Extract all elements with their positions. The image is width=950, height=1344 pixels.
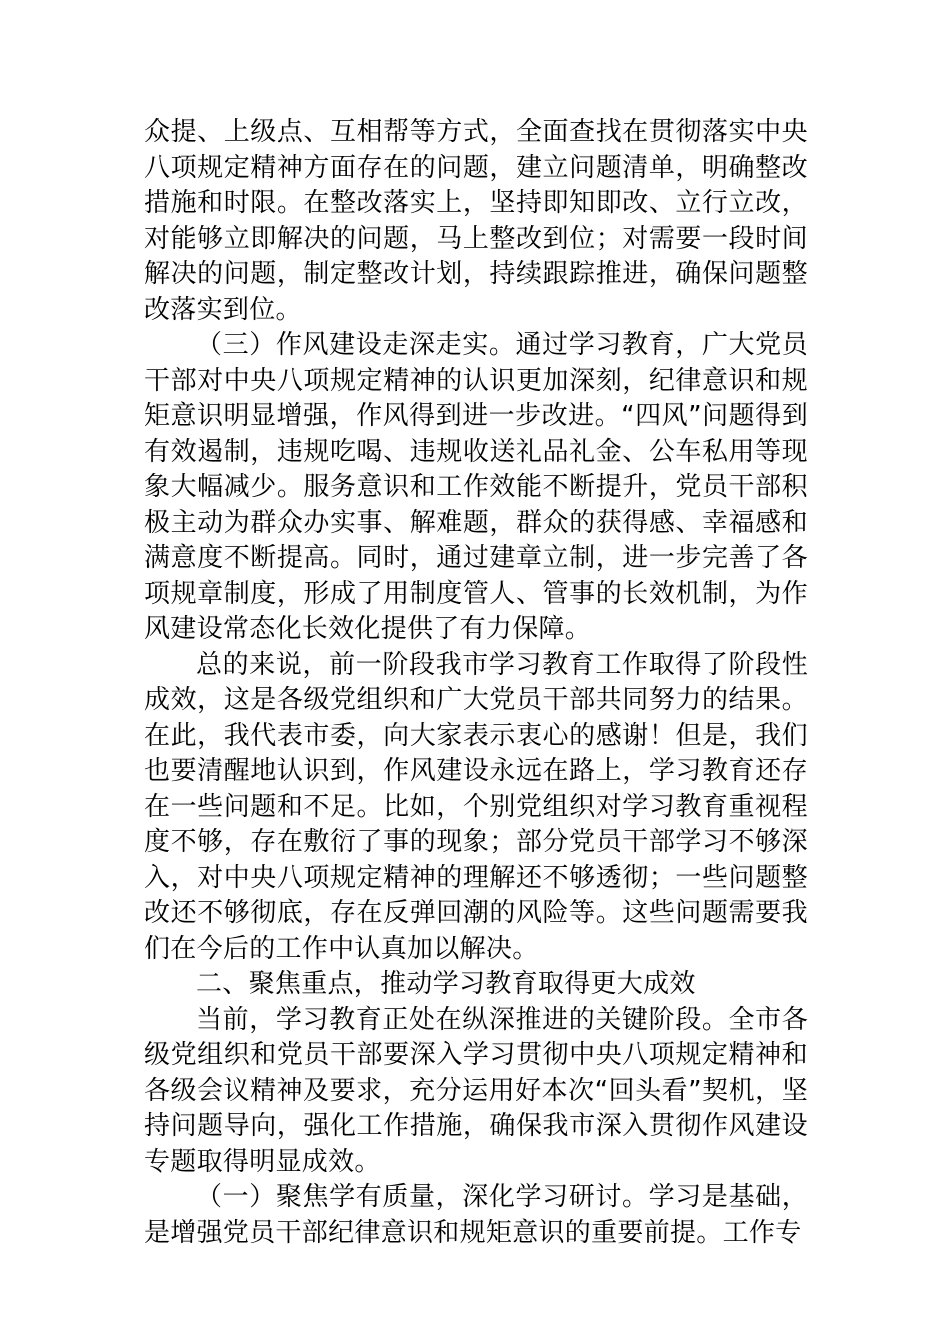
- paragraph-study-quality: （一）聚焦学有质量，深化学习研讨。学习是基础，是增强党员干部纪律意识和规矩意识的重要前提。工作专: [144, 1182, 808, 1248]
- section-heading: 二、聚焦重点，推动学习教育取得更大成效: [196, 969, 696, 999]
- document-page: [144, 115, 808, 1251]
- paragraph-summary: 总的来说，前一阶段我市学习教育工作取得了阶段性成效，这是各级党组织和广大党员干部共同努力的结果。在此，我代表市委，向大家表示衷心的感谢！但是，我们也要清醒地认识到，作风建设永远在路上，学习教育还存在一些问题和不足。比如，个别党组织对学习教育重视程度不够，存在敷衍了事的现象；部分党员干部学习不够深入，对中央八项规定精神的理解还不够透彻；一些问题整改还不够彻底，存在反弹回潮的风险等。这些问题需要我们在今后的工作中认真加以解决。: [144, 649, 808, 964]
- paragraph-style-building: （三）作风建设走深走实。通过学习教育，广大党员干部对中央八项规定精神的认识更加深刻，纪律意识和规矩意识明显增强，作风得到进一步改进。“四风”问题得到有效遏制，违规吃喝、违规收送礼品礼金、公车私用等现象大幅减少。服务意识和工作效能不断提升，党员干部积极主动为群众办实事、解难题，群众的获得感、幸福感和满意度不断提高。同时，通过建章立制，进一步完善了各项规章制度，形成了用制度管人、管事的长效机制，为作风建设常态化长效化提供了有力保障。: [144, 330, 808, 644]
- paragraph-current-stage: 当前，学习教育正处在纵深推进的关键阶段。全市各级党组织和党员干部要深入学习贯彻中央八项规定精神和各级会议精神及要求，充分运用好本次“回头看”契机，坚持问题导向，强化工作措施，确保我市深入贯彻作风建设专题取得明显成效。: [144, 1004, 808, 1177]
- paragraph-rectification: 众提、上级点、互相帮等方式，全面查找在贯彻落实中央八项规定精神方面存在的问题，建立问题清单，明确整改措施和时限。在整改落实上，坚持即知即改、立行立改，对能够立即解决的问题，马上整改到位；对需要一段时间解决的问题，制定整改计划，持续跟踪推进，确保问题整改落实到位。: [144, 117, 808, 325]
